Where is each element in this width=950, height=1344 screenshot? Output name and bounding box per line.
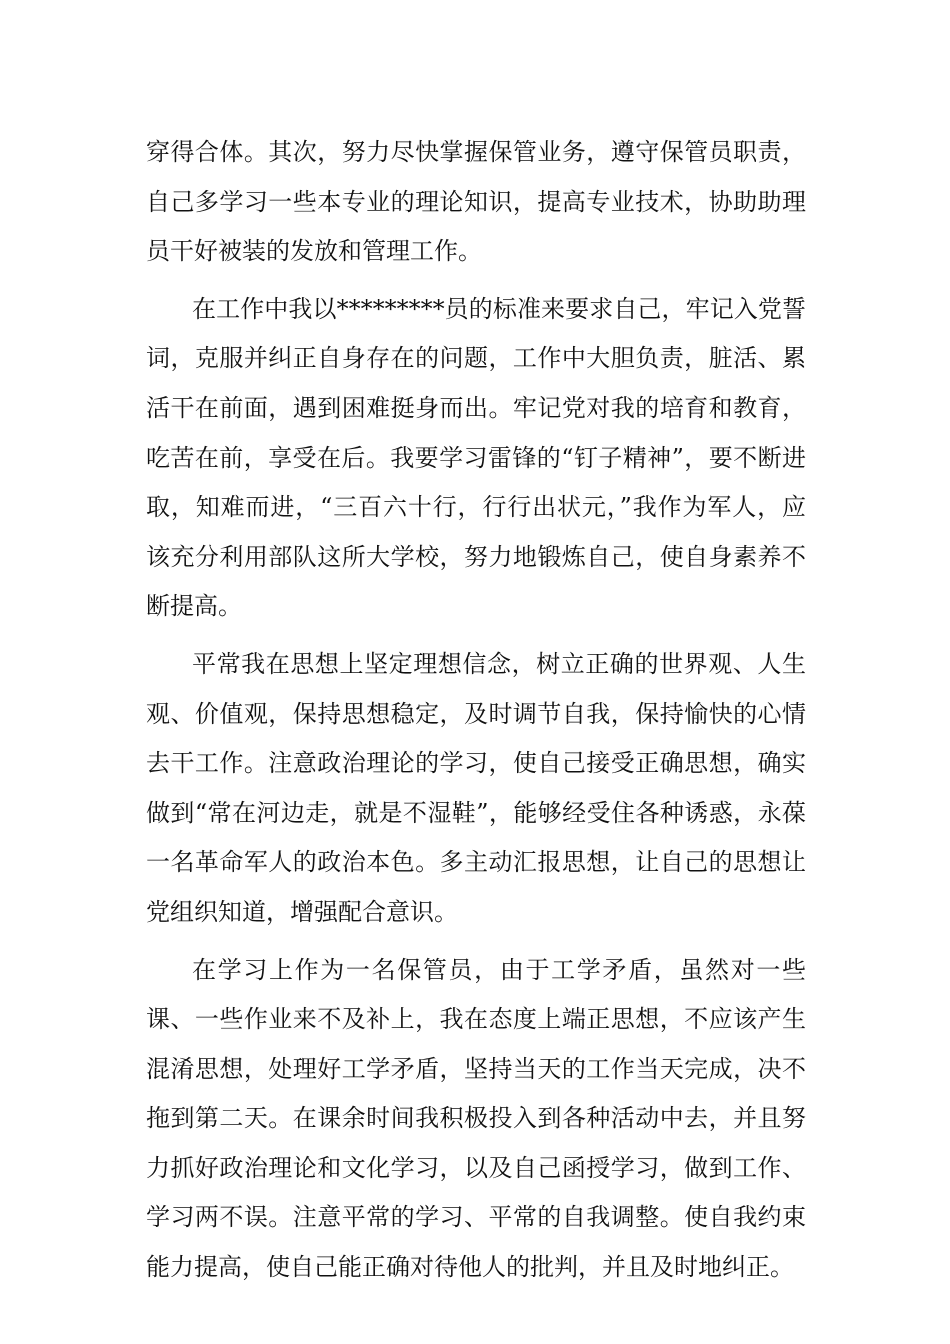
paragraph-1: 穿得合体。其次，努力尽快掌握保管业务，遵守保管员职责，自己多学习一些本专业的理论知识，提高专业技术，协助助理员干好被装的发放和管理工作。 [146, 138, 806, 266]
paragraph-2: 在工作中我以*********员的标准来要求自己，牢记入党誓词，克服并纠正自身存在的问题，工作中大胆负责，脏活、累活干在前面，遇到困难挺身而出。牢记党对我的培育和教育，吃苦在前，享受在后。我要学习雷锋的“钉子精神”，要不断进取，知难而进，“三百六十行，行行出状元，”我作为军人，应该充分利用部队这所大学校，努力地锻炼自己，使自身素养不断提高。 [146, 294, 806, 621]
paragraph-4: 在学习上作为一名保管员，由于工学矛盾，虽然对一些课、一些作业来不及补上，我在态度上端正思想，不应该产生混淆思想，处理好工学矛盾，坚持当天的工作当天完成，决不拖到第二天。在课余时间我积极投入到各种活动中去，并且努力抓好政治理论和文化学习，以及自己函授学习，做到工作、学习两不误。注意平常的学习、平常的自我调整。使自我约束能力提高，使自己能正确对待他人的批判，并且及时地纠正。 [146, 955, 806, 1282]
document-body [146, 128, 806, 1301]
paragraph-3: 平常我在思想上坚定理想信念，树立正确的世界观、人生观、价值观，保持思想稳定，及时调节自我，保持愉快的心情去干工作。注意政治理论的学习，使自己接受正确思想，确实做到“常在河边走，就是不湿鞋”，能够经受住各种诱惑，永葆一名革命军人的政治本色。多主动汇报思想，让自己的思想让党组织知道，增强配合意识。 [146, 649, 806, 926]
